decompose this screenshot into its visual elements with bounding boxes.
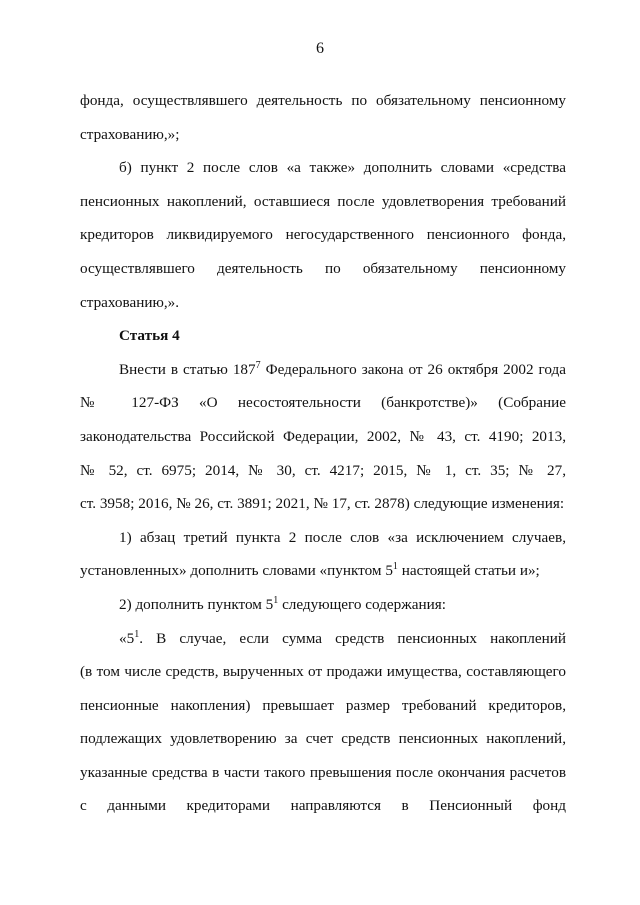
text-fragment: Внести в статью 187 [119,360,256,378]
text-line: б) пункт 2 после слов «а также» дополнить словами «средства [119,159,566,177]
superscript: 1 [273,594,279,606]
text-line: осуществлявшего деятельность по обязательному пенсионному [80,259,566,277]
text-fragment: установленных» дополнить словами «пунктом 5 [80,562,393,580]
page-number: 6 [316,40,324,57]
text-line [80,554,566,588]
text-line: страхованию,». [80,293,180,311]
text-line: № 52, ст. 6975; 2014, № 30, ст. 4217; 2015, № 1, ст. 35; № 27, [80,461,566,479]
text-fragment: настоящей статьи и»; [397,562,540,580]
text-line: фонда, осуществлявшего деятельность по обязательному пенсионному [80,92,566,109]
text-fragment: «5 [119,629,135,647]
document-body [80,84,566,823]
text-line: кредиторов ликвидируемого негосударственного пенсионного фонда, [80,226,566,244]
text-line: с данными кредиторами направляются в Пенсионный фонд [80,797,566,815]
superscript: 7 [255,359,261,371]
article-heading: Статья 4 [119,327,180,345]
text-line: (в том числе средств, вырученных от продажи имущества, составляющего [80,663,566,681]
text-line: пенсионных накоплений, оставшиеся после удовлетворения требований [80,192,566,210]
text-line [80,588,566,622]
text-line: ст. 3958; 2016, № 26, ст. 3891; 2021, № 17, ст. 2878) следующие изменения: [80,495,565,513]
text-line: указанные средства в части такого превышения после окончания расчетов [80,763,566,781]
text-fragment: следующего содержания: [278,595,446,613]
superscript: 1 [134,628,140,640]
text-line [80,353,566,387]
text-line: страхованию,»; [80,125,180,143]
text-line: подлежащих удовлетворению за счет средств пенсионных накоплений, [80,730,566,748]
text-line: пенсионные накопления) превышает размер требований кредиторов, [80,696,566,714]
text-fragment: . В случае, если сумма средств пенсионных накоплений [139,629,566,647]
text-fragment: 2) дополнить пунктом 5 [119,595,274,613]
text-fragment: Федерального закона от 26 октября 2002 года [260,360,566,378]
superscript: 1 [392,561,398,573]
text-line [80,622,566,656]
text-line: 1) абзац третий пункта 2 после слов «за исключением случаев, [119,528,566,546]
text-line: законодательства Российской Федерации, 2002, № 43, ст. 4190; 2013, [80,427,566,445]
text-line: № 127-ФЗ «О несостоятельности (банкротстве)» (Собрание [80,394,566,412]
